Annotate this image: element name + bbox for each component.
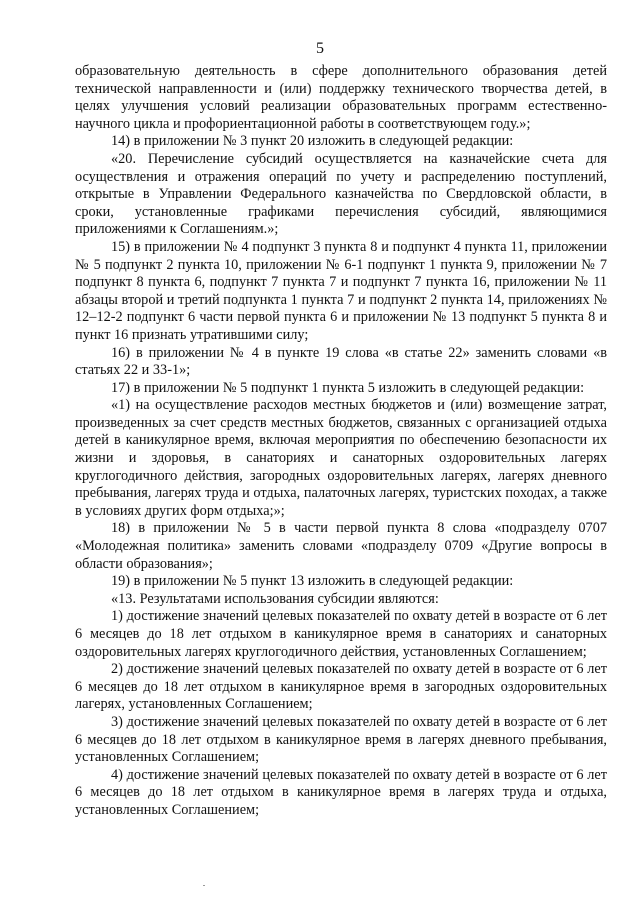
paragraph: 15) в приложении № 4 подпункт 3 пункта 8 и подпункт 4 пункта 11, приложении № 5 подпункт 2 пункта 10, приложении № 6-1 подпункт 1 пункта 9, приложении № 7 подпункт 8 пункта 6, подпункт 7 пункта 7 и подпункт 7 пункта 16, приложении № 11 абзацы второй и третий подпункта 1 пункта 7 и подпункт 2 пункта 14, приложениях № 12–12-2 подпункт 6 части первой пункта 6 и приложении № 13 подпункт 5 пункта 8 и пункт 16 признать утратившими силу; xyxy=(75,238,607,343)
paragraph: 14) в приложении № 3 пункт 20 изложить в следующей редакции: xyxy=(111,133,514,150)
page-number: 5 xyxy=(316,40,324,57)
paragraph: «1) на осуществление расходов местных бюджетов и (или) возмещение затрат, произведенных за счет средств местных бюджетов, связанных с организацией отдыха детей в каникулярное время, включая мероприятия по обеспечению безопасности их жизни и здоровья, в санаториях и санаторных оздоровительных лагерях круглогодичного действия, загородных оздоровительных лагерях, лагерях дневного пребывания, лагерях труда и отдыха, палаточных лагерях, туристских походах, а также в условиях других форм отдыха;»; xyxy=(75,397,607,519)
paragraph: 1) достижение значений целевых показателей по охвату детей в возрасте от 6 лет 6 месяцев до 18 лет отдыхом в каникулярное время в санаториях и санаторных оздоровительных лагерях круглогодичного действия, установленных Соглашением; xyxy=(75,608,607,660)
document-body xyxy=(75,63,607,820)
paragraph: 4) достижение значений целевых показателей по охвату детей в возрасте от 6 лет 6 месяцев до 18 лет отдыхом в каникулярное время в лагерях труда и отдыха, установленных Соглашением; xyxy=(75,766,607,818)
paragraph: «13. Результатами использования субсидии являются: xyxy=(111,590,439,607)
paragraph: 19) в приложении № 5 пункт 13 изложить в следующей редакции: xyxy=(111,573,514,590)
paragraph: образовательную деятельность в сфере дополнительного образования детей технической направленности и (или) поддержку технического творчества детей, в целях улучшения условий реализации образовательных программ естественно-научного цикла и профориентационной работы в соответствующем году.»; xyxy=(75,63,607,132)
scan-mark xyxy=(203,885,205,886)
paragraph: 18) в приложении № 5 в части первой пункта 8 слова «подразделу 0707 «Молодежная политика» заменить словами «подразделу 0709 «Другие вопросы в области образования»; xyxy=(75,520,607,572)
paragraph: 2) достижение значений целевых показателей по охвату детей в возрасте от 6 лет 6 месяцев до 18 лет отдыхом в каникулярное время в загородных оздоровительных лагерях, установленных Соглашением; xyxy=(75,661,607,713)
paragraph: «20. Перечисление субсидий осуществляется на казначейские счета для осуществления и отражения операций по учету и распределению поступлений, открытые в Управлении Федерального казначейства по Свердловской области, в сроки, установленные графиками перечисления субсидий, являющимися приложениями к Соглашениям.»; xyxy=(75,150,607,238)
paragraph: 17) в приложении № 5 подпункт 1 пункта 5 изложить в следующей редакции: xyxy=(111,379,585,396)
paragraph: 16) в приложении № 4 в пункте 19 слова «в статье 22» заменить словами «в статьях 22 и 33-1»; xyxy=(75,344,607,379)
paragraph: 3) достижение значений целевых показателей по охвату детей в возрасте от 6 лет 6 месяцев до 18 лет отдыхом в каникулярное время в лагерях дневного пребывания, установленных Соглашением; xyxy=(75,713,607,766)
